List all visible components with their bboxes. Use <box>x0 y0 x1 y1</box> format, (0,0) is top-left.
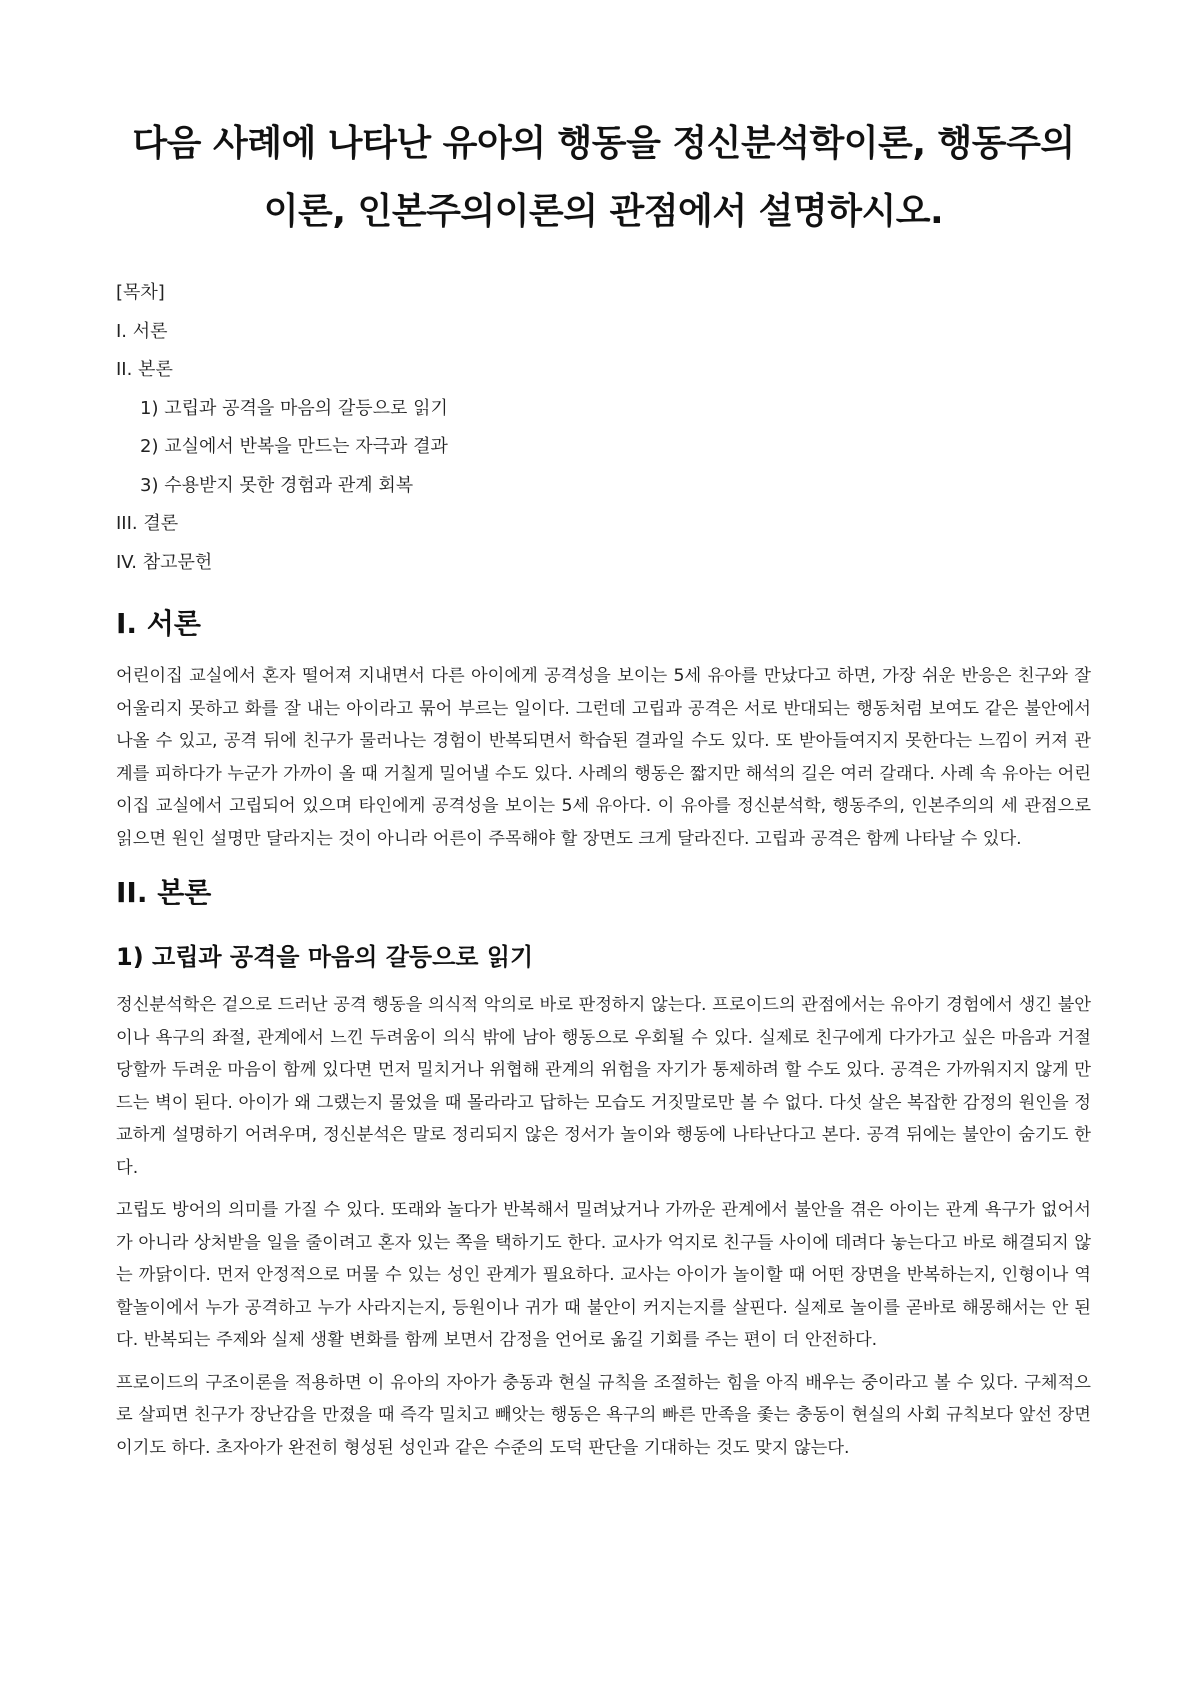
document-page <box>116 110 1091 1474</box>
body-paragraph-3: 프로이드의 구조이론을 적용하면 이 유아의 자아가 충동과 현실 규칙을 조절하는 힘을 아직 배우는 중이라고 볼 수 있다. 구체적으로 살피면 친구가 장난감을 만졌을 때 즉각 밀치고 빼앗는 행동은 욕구의 빠른 만족을 좇는 충동이 현실의 사회 규칙보다 앞선 장면이기도 하다. 초자아가 완전히 형성된 성인과 같은 수준의 도덕 판단을 기대하는 것도 맞지 않는다. <box>116 1372 1091 1458</box>
subsection-heading-1: 1) 고립과 공격을 마음의 갈등으로 읽기 <box>116 943 534 971</box>
section-body <box>116 873 1091 1464</box>
toc-heading: [목차] <box>116 282 165 303</box>
section-intro <box>116 604 1091 855</box>
document-title: 다음 사례에 나타난 유아의 행동을 정신분석학이론, 행동주의이론, 인본주의이론의 관점에서 설명하시오. <box>132 123 1075 232</box>
toc-item-conclusion: III. 결론 <box>116 513 179 534</box>
intro-paragraph: 어린이집 교실에서 혼자 떨어져 지내면서 다른 아이에게 공격성을 보이는 5세 유아를 만났다고 하면, 가장 쉬운 반응은 친구와 잘 어울리지 못하고 화를 잘 내는 아이라고 묶어 부르는 일이다. 그런데 고립과 공격은 서로 반대되는 행동처럼 보여도 같은 불안에서 나올 수 있고, 공격 뒤에 친구가 물러나는 경험이 반복되면서 학습된 결과일 수도 있다. 또 받아들여지지 못한다는 느낌이 커져 관계를 피하다가 누군가 가까이 올 때 거칠게 밀어낼 수도 있다. 사례의 행동은 짧지만 해석의 길은 여러 갈래다. 사례 속 유아는 어린이집 교실에서 고립되어 있으며 타인에게 공격성을 보이는 5세 유아다. 이 유아를 정신분석학, 행동주의, 인본주의의 세 관점으로 읽으면 원인 설명만 달라지는 것이 아니라 어른이 주목해야 할 장면도 크게 달라진다. 고립과 공격은 함께 나타날 수 있다. <box>116 666 1091 849</box>
toc-item-intro: I. 서론 <box>116 320 168 342</box>
toc-item-body: II. 본론 <box>116 359 173 380</box>
toc-item-body-3: 3) 수용받지 못한 경험과 관계 회복 <box>140 474 414 496</box>
toc-item-body-1: 1) 고립과 공격을 마음의 갈등으로 읽기 <box>140 397 448 419</box>
body-paragraph-1: 정신분석학은 겉으로 드러난 공격 행동을 의식적 악의로 바로 판정하지 않는다. 프로이드의 관점에서는 유아기 경험에서 생긴 불안이나 욕구의 좌절, 관계에서 느낀 두려움이 의식 밖에 남아 행동으로 우회될 수 있다. 실제로 친구에게 다가가고 싶은 마음과 거절당할까 두려운 마음이 함께 있다면 먼저 밀치거나 위협해 관계의 위험을 자기가 통제하려 할 수도 있다. 공격은 가까워지지 않게 만드는 벽이 된다. 아이가 왜 그랬는지 물었을 때 몰라라고 답하는 모습도 거짓말로만 볼 수 없다. 다섯 살은 복잡한 감정의 원인을 정교하게 설명하기 어려우며, 정신분석은 말로 정리되지 않은 정서가 놀이와 행동에 나타난다고 본다. 공격 뒤에는 불안이 숨기도 한다. <box>116 995 1091 1178</box>
toc-list <box>116 274 1091 582</box>
section-heading-body: II. 본론 <box>116 876 212 909</box>
table-of-contents <box>116 274 1091 582</box>
section-heading-intro: I. 서론 <box>116 607 201 640</box>
toc-item-references: IV. 참고문헌 <box>116 551 213 573</box>
toc-item-body-2: 2) 교실에서 반복을 만드는 자극과 결과 <box>140 436 448 457</box>
body-paragraph-2: 고립도 방어의 의미를 가질 수 있다. 또래와 놀다가 반복해서 밀려났거나 가까운 관계에서 불안을 겪은 아이는 관계 욕구가 없어서가 아니라 상처받을 일을 줄이려고 혼자 있는 쪽을 택하기도 한다. 교사가 억지로 친구들 사이에 데려다 놓는다고 바로 해결되지 않는 까닭이다. 먼저 안정적으로 머물 수 있는 성인 관계가 필요하다. 교사는 아이가 놀이할 때 어떤 장면을 반복하는지, 인형이나 역할놀이에서 누가 공격하고 누가 사라지는지, 등원이나 귀가 때 불안이 커지는지를 살핀다. 실제로 놀이를 곧바로 해몽해서는 안 된다. 반복되는 주제와 실제 생활 변화를 함께 보면서 감정을 언어로 옮길 기회를 주는 편이 더 안전하다. <box>116 1200 1091 1350</box>
